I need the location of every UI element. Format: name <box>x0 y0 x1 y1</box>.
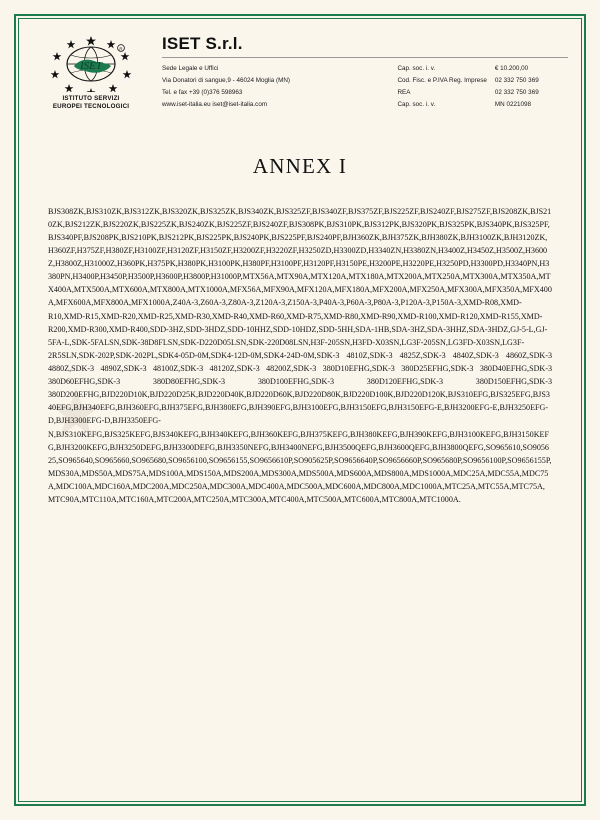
info-label-3: REA <box>397 88 411 96</box>
logo-caption <box>32 95 150 112</box>
page-title: ANNEX I <box>252 153 348 178</box>
svg-text:ISET: ISET <box>80 60 102 72</box>
company-info-grid <box>162 63 568 111</box>
company-logo <box>32 34 150 112</box>
info-value-3: 02 332 750 369 <box>494 88 539 96</box>
annex-code-list: BJS308ZK,BJS310ZK,BJS312ZK,BJS320ZK,BJS325ZK,BJS340ZK,BJS325ZF,BJS340ZF,BJS375ZF,BJS225ZF,BJS240ZF,BJS275ZF,BJS208ZK,BJS210ZK,BJS212ZK,BJS220ZK,BJS225ZK,BJS240ZK,BJS225ZF,BJS240ZF,BJS308PK,BJS310PK,BJS312PK,BJS320PK,BJS325PK,BJS340PK,BJS325PF,BJS340PF,BJS208PK,BJS210PK,BJS212PK,BJS225PK,BJS240PK,BJS225PF,BJS240PF,BJH360ZK,BJH375ZK,BJH380ZK,BJH3100ZK,BJH3120ZK,H360ZF,H375ZF,H380ZF,H3100ZF,H3120ZF,H3150ZF,H3200ZF,H3220ZF,H3250ZD,H3300ZD,H3340ZN,H3380ZN,H3400Z,H3450Z,H3500Z,H3600Z,H3800Z,H31000Z,H360PK,H375PK,H380PK,H3100PK,H380PF,H3100PF,H3120PF,H3150PE,H3200PE,H3220PE,H3250PD,H3300PD,H3340PN,H3380PN,H3400P,H3450P,H3500P,H3600P,H3800P,H31000P,MTX56A,MTX90A,MTX120A,MTX180A,MTX200A,MTX250A,MTX300A,MTX350A,MTX400A,MTX500A,MTX600A,MTX800A,MTX1000A,MFX56A,MFX90A,MFX120A,MFX180A,MFX200A,MFX250A,MFX300A,MFX350A,MFX400A,MFX600A,MFX800A,MFX1000A,Z40A-3,Z60A-3,Z80A-3,Z120A-3,Z150A-3,P40A-3,P60A-3,P80A-3,P120A-3,P150A-3,XMD-R08,XMD-R10,XMD-R15,XMD-R20,XMD-R25,XMD-R30,XMD-R40,XMD-R60,XMD-R75,XMD-R80,XMD-R90,XMD-R100,XMD-R120,XMD-R155,XMD-R200,XMD-R300,XMD-R400,SDD-3HZ,SDD-3HDZ,SDD-10HHZ,SDD-10HDZ,SDD-5HH,SDA-1HB,SDA-3HZ,SDA-3HHZ,SDA-3HDZ,GJ-5-L,GJ-5FA-L,SDK-5FALSN,SDK-38D8FLSN,SDK-D220D05LSN,SDK-220D08LSN,H3F-205SN,H3FD-X03SN,LG3F-205SN,LG3FD-X03SN,LG3F-2R5SLN,SDK-202P,SDK-202PL,SDK4-05D-0M,SDK4-12D-0M,SDK4-24D-0M,SDK-3 4810Z,SDK-3 4825Z,SDK-3 4840Z,SDK-3 4860Z,SDK-3 4880Z,SDK-3 4890Z,SDK-3 48100Z,SDK-3 48120Z,SDK-3 48200Z,SDK-3 380D10EFHG,SDK-3 380D25EFHG,SDK-3 380D40EFHG,SDK-3 380D60EFHG,SDK-3 380D80EFHG,SDK-3 380D100EFHG,SDK-3 380D120EFHG,SDK-3 380D150EFHG,SDK-3 380D200EFHG,BJD220D10K,BJD220D25K,BJD220D40K,BJD220D60K,BJD220D80K,BJD220D100K,BJD220D120K,BJS310EFG,BJS325EFG,BJS340EFG,BJH340EFG,BJH360EFG,BJH375EFG,BJH380EFG,BJH390EFG,BJH3100EFG,BJH3150EFG,BJH3150EFG-E,BJH3200EFG-E,BJH3250EFG-D,BJH3300EFG-D,BJH3350EFG-N,BJS310KEFG,BJS325KEFG,BJS340KEFG,BJH340KEFG,BJH360KEFG,BJH375KEFG,BJH380KEFG,BJH390KEFG,BJH3100KEFG,BJH3150KEFG,BJH3200KEFG,BJH3250DEFG,BJH3300DEFG,BJH3350NEFG,BJH3400NEFG,BJH3500QEFG,BJH3600QEFG,BJH3800QEFG,SO965610,SO905625,SO965640,SO965660,SO965680,SO9656100,SO9656155,SO9656610P,SO905625P,SO9656640P,SO9656660P,SO965680P,SO9656100P,SO9656155P,MDS30A,MDS50A,MDS75A,MDS100A,MDS150A,MDS200A,MDS300A,MDS500A,MDS600A,MDS800A,MDS1000A,MDC25A,MDC55A,MDC75A,MDC100A,MDC160A,MDC200A,MDC250A,MDC300A,MDC400A,MDC500A,MDC600A,MDC800A,MDC1000A,MTC25A,MTC55A,MTC75A,MTC90A,MTC110A,MTC160A,MTC200A,MTC250A,MTC300A,MTC400A,MTC500A,MTC600A,MTC800A,MTC1000A. <box>48 206 552 505</box>
info-label-4: Cap. soc. i. v. <box>397 100 436 108</box>
svg-text:R: R <box>119 46 123 52</box>
globe-star-logo-icon <box>49 36 133 92</box>
info-address-line-1: Sede Legale e Uffici <box>162 65 219 72</box>
logo-caption-line-1: ISTITUTO SERVIZI <box>62 95 120 102</box>
company-info-address-column <box>162 63 397 111</box>
info-address-line-4[interactable]: www.iset-italia.eu iset@iset-italia.com <box>162 100 268 108</box>
info-address-line-2: Via Donatori di sangue,9 - 46024 Moglia (MN) <box>162 76 290 84</box>
info-value-4: MN 0221098 <box>494 100 531 108</box>
logo-caption-line-2: EUROPEI TECNOLOGICI <box>52 103 130 111</box>
info-label-1: Cap. soc. i. v. <box>397 65 436 72</box>
info-label-2: Cod. Fisc. e P.IVA Reg. Imprese <box>397 76 487 84</box>
page-content <box>26 26 574 794</box>
company-info-value-column <box>495 63 568 111</box>
company-info-label-column <box>397 63 494 111</box>
info-address-line-3: Tel. e fax +39 (0)376 598963 <box>162 88 243 96</box>
header-divider <box>162 57 568 58</box>
info-value-1: € 10.200,00 <box>494 65 529 72</box>
company-name: ISET S.r.l. <box>162 34 243 53</box>
company-details <box>150 34 568 111</box>
info-value-2: 02 332 750 369 <box>494 76 539 84</box>
letterhead <box>26 26 574 112</box>
